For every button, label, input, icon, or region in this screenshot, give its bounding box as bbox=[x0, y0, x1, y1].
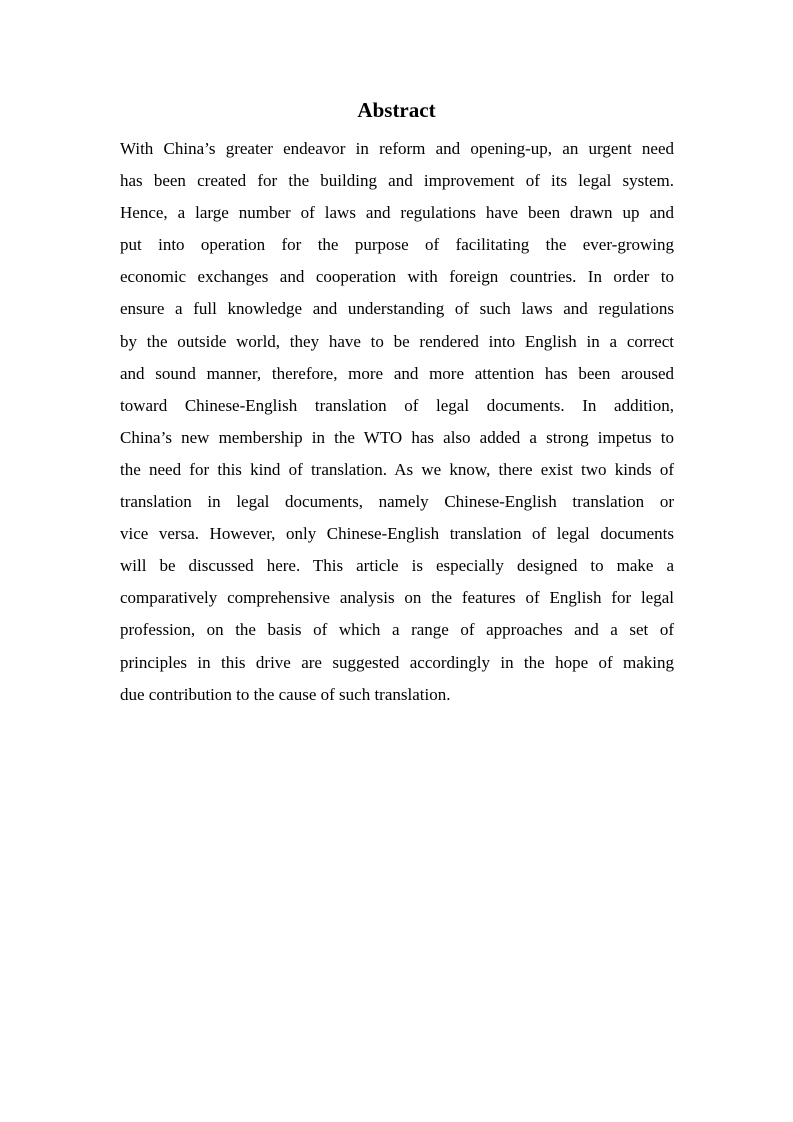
abstract-line: Hence, a large number of laws and regulations have been drawn up and bbox=[120, 203, 674, 223]
abstract-line: principles in this drive are suggested accordingly in the hope of making bbox=[120, 652, 674, 672]
abstract-line: has been created for the building and improvement of its legal system. bbox=[120, 171, 674, 191]
abstract-line: China’s new membership in the WTO has also added a strong impetus to bbox=[120, 427, 674, 447]
abstract-line: translation in legal documents, namely Chinese-English translation or bbox=[120, 492, 674, 512]
abstract-line: vice versa. However, only Chinese-English translation of legal documents bbox=[120, 524, 674, 544]
abstract-line: due contribution to the cause of such translation. bbox=[120, 684, 451, 704]
abstract-line: With China’s greater endeavor in reform and opening-up, an urgent need bbox=[120, 139, 674, 158]
abstract-line: the need for this kind of translation. As we know, there exist two kinds of bbox=[120, 459, 674, 479]
abstract-line: ensure a full knowledge and understanding of such laws and regulations bbox=[120, 299, 674, 319]
abstract-line: economic exchanges and cooperation with foreign countries. In order to bbox=[120, 267, 674, 287]
abstract-body bbox=[120, 133, 674, 711]
abstract-line: comparatively comprehensive analysis on the features of English for legal bbox=[120, 588, 674, 608]
abstract-line: toward Chinese-English translation of legal documents. In addition, bbox=[120, 395, 674, 415]
abstract-line: will be discussed here. This article is especially designed to make a bbox=[120, 556, 674, 576]
abstract-line: and sound manner, therefore, more and more attention has been aroused bbox=[120, 363, 674, 383]
abstract-line: by the outside world, they have to be rendered into English in a correct bbox=[120, 331, 674, 351]
abstract-line: put into operation for the purpose of facilitating the ever-growing bbox=[120, 235, 674, 255]
abstract-title: Abstract bbox=[357, 98, 436, 122]
abstract-line: profession, on the basis of which a range of approaches and a set of bbox=[120, 620, 674, 640]
